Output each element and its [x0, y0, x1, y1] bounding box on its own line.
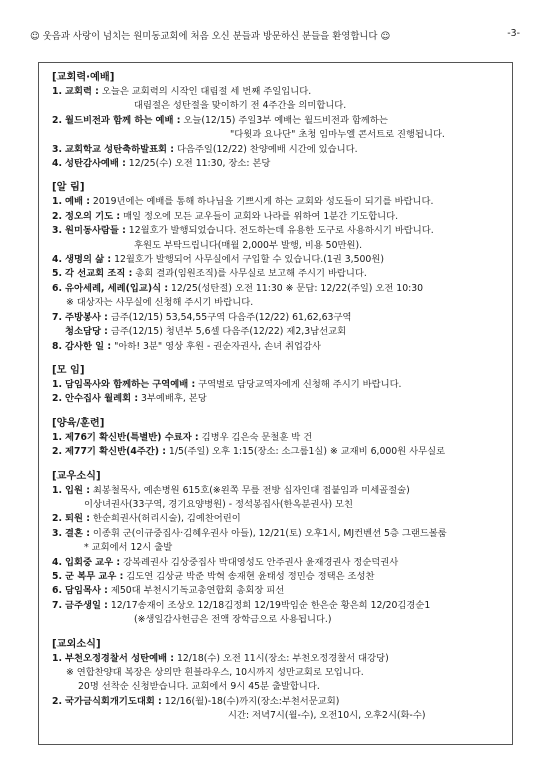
- list-item: [52, 613, 508, 627]
- list-item: [52, 680, 508, 694]
- item-number: 2.: [52, 210, 63, 222]
- item-label: 교회학교 성탄축하발표회 :: [65, 143, 174, 155]
- item-number: 1.: [52, 431, 63, 443]
- item-text: 12/17송재이 조상오 12/18김정희 12/19박임순 한은순 황은희 12/20김경순1: [107, 599, 431, 611]
- section: [52, 180, 508, 353]
- list-item: [52, 527, 508, 541]
- list-item: [52, 253, 508, 267]
- section-title: [교외소식]: [52, 638, 101, 650]
- item-label: 월드비전과 함께 하는 예배 :: [65, 114, 181, 126]
- item-text: 다음주일(12/22) 찬양예배 시간에 있습니다.: [173, 143, 358, 155]
- item-label: 정오의 기도 :: [65, 210, 121, 222]
- item-text: "다윗과 요나단" 초청 임마누엘 콘서트로 진행됩니다.: [230, 129, 445, 141]
- item-label: 청소담당 :: [65, 326, 108, 338]
- item-text: 1/5(주일) 오후 1:15(장소: 소그룹1실) ※ 교재비 6,000원 사무실로: [165, 446, 446, 458]
- item-label: 주방봉사 :: [65, 311, 108, 323]
- section: [52, 637, 508, 724]
- item-text: 제50대 부천시기독교총연합회 총회장 피선: [107, 585, 285, 597]
- announcements: [52, 70, 508, 724]
- item-number: 7.: [52, 599, 63, 611]
- list-item: [52, 224, 508, 238]
- list-item: [52, 556, 508, 570]
- item-label: 감사한 일 :: [65, 340, 112, 352]
- item-number: 2.: [52, 513, 63, 525]
- item-label: 성탄감사예배 :: [65, 158, 126, 170]
- item-number: 5.: [52, 268, 63, 280]
- item-text: "아하! 3분" 영상 후원 - 권순자권사, 손녀 취업감사: [111, 340, 321, 352]
- item-number: 5.: [52, 570, 63, 582]
- list-item: [52, 114, 508, 128]
- item-number: 1.: [52, 484, 63, 496]
- item-label: 금주생일 :: [65, 599, 108, 611]
- item-number: 8.: [52, 340, 63, 352]
- list-item: [52, 445, 508, 459]
- item-number: 6.: [52, 282, 63, 294]
- list-item: [52, 210, 508, 224]
- item-number: 1.: [52, 196, 63, 208]
- item-text: 강복례권사 김상중집사 박대영성도 안주권사 윤재경권사 정순덕권사: [120, 556, 399, 568]
- item-text: 한순희권사(허리시술), 김예찬어린이: [89, 513, 241, 525]
- item-number: 1.: [52, 86, 63, 97]
- item-number: 2.: [52, 695, 63, 707]
- list-item: [52, 239, 508, 253]
- list-item: [52, 195, 508, 209]
- item-label: 제77기 확신반(4주간) :: [65, 446, 166, 458]
- item-number: 1.: [52, 652, 63, 664]
- item-text: 구역별로 담당교역자에게 신청해 주시기 바랍니다.: [195, 378, 402, 390]
- item-text: 김도연 김상균 박준 박혁 송재현 윤태성 정민승 정택은 조성찬: [123, 570, 375, 582]
- section-gap: [52, 407, 508, 416]
- list-item: [52, 652, 508, 666]
- list-item: [52, 99, 508, 113]
- section-title: [모 임]: [52, 364, 85, 376]
- list-item: [52, 392, 508, 406]
- item-number: 3.: [52, 527, 63, 539]
- item-text: 김병우 김은숙 문철훈 박 건: [198, 431, 313, 443]
- list-item: [52, 157, 508, 171]
- list-item: [52, 340, 508, 354]
- list-item: [52, 143, 508, 157]
- item-text: 오늘(12/15) 주일3부 예배는 월드비전과 함께하는: [180, 114, 388, 126]
- page-number: -3-: [507, 28, 520, 39]
- item-label: 생명의 삶 :: [65, 254, 112, 266]
- item-number: 3.: [52, 225, 63, 237]
- list-item: [52, 541, 508, 555]
- list-item: [52, 282, 508, 296]
- item-number: 3.: [52, 143, 63, 155]
- item-label: 각 선교회 조직 :: [65, 268, 133, 280]
- item-text: * 교회에서 12시 출발: [84, 542, 173, 554]
- list-item: [52, 599, 508, 613]
- item-number: 2.: [52, 393, 63, 405]
- item-number: 1.: [52, 378, 63, 390]
- item-number: 7.: [52, 311, 63, 323]
- list-item: [52, 498, 508, 512]
- item-text: 총회 결과(임원조직)를 사무실로 보고해 주시기 바랍니다.: [132, 268, 367, 280]
- section-gap: [52, 171, 508, 180]
- list-item: [52, 128, 508, 142]
- item-number: 2.: [52, 114, 63, 126]
- item-label: 결혼 :: [65, 527, 90, 539]
- item-text: 대림절은 성탄절을 맞이하기 전 4주간을 의미합니다.: [134, 100, 347, 112]
- item-text: ※ 연합찬양대 복장은 상의만 흰블라우스, 10시까지 성만교회로 모입니다.: [66, 667, 364, 678]
- item-label: 예배 :: [65, 196, 90, 208]
- list-item: [52, 431, 508, 445]
- section: [52, 416, 508, 460]
- item-text: 이종휘 군(이규중집사·김혜우권사 아들), 12/21(토) 오후1시, MJ컨벤션 5층 그랜드볼룸: [89, 527, 447, 539]
- item-text: 12/25(수) 오전 11:30, 장소: 본당: [125, 158, 271, 170]
- item-label: 군 복무 교우 :: [65, 570, 124, 582]
- item-label: 국가금식회개기도대회 :: [65, 695, 162, 707]
- item-label: 원미동사람들 :: [65, 225, 126, 237]
- item-text: 12/16(월)-18(수)까지(장소:부천서문교회): [161, 695, 340, 707]
- list-item: [52, 311, 508, 325]
- section: [52, 363, 508, 407]
- item-number: 2.: [52, 446, 63, 458]
- section-gap: [52, 354, 508, 363]
- section-gap: [52, 460, 508, 469]
- list-item: [52, 709, 508, 723]
- item-text: ※ 대상자는 사무실에 신청해 주시기 바랍니다.: [66, 297, 254, 309]
- list-item: [52, 85, 508, 99]
- item-text: 오늘은 교회력의 시작인 대림절 세 번째 주일입니다.: [98, 86, 312, 97]
- item-number: 4.: [52, 158, 63, 170]
- item-text: 최봉철목사, 예손병원 615호(※왼쪽 무릎 전방 십자인대 접붙임과 미세골절술): [89, 484, 410, 496]
- list-item: [52, 695, 508, 709]
- section-title: [양육/훈련]: [52, 417, 105, 429]
- section-gap: [52, 628, 508, 637]
- item-text: 매일 정오에 모든 교우들이 교회와 나라를 위하여 1분간 기도합니다.: [120, 210, 399, 222]
- list-item: [52, 267, 508, 281]
- item-text: 2019년에는 예배를 통해 하나님을 기쁘시게 하는 교회와 성도들이 되기를 바랍니다.: [89, 196, 434, 208]
- item-number: 6.: [52, 585, 63, 597]
- list-item: [52, 296, 508, 310]
- item-label: 담임목사와 함께하는 구역예배 :: [65, 378, 196, 390]
- item-label: 부천오정경찰서 성탄예배 :: [65, 652, 174, 664]
- item-text: 금주(12/15) 53,54,55구역 다음주(12/22) 61,62,63구역: [107, 311, 352, 323]
- item-label: 교회력 :: [65, 86, 99, 97]
- list-item: [52, 584, 508, 598]
- item-text: 12월호가 발행되어 사무실에서 구입할 수 있습니다.(1권 3,500원): [111, 254, 384, 266]
- list-item: [52, 378, 508, 392]
- item-text: 후원도 부탁드립니다(매월 2,000부 발행, 비용 50만원).: [134, 239, 363, 251]
- item-text: 3부예배후, 본당: [138, 393, 207, 405]
- item-text: 20명 선착순 신청받습니다. 교회에서 9시 45분 출발합니다.: [78, 681, 320, 693]
- item-text: 12월호가 발행되었습니다. 전도하는데 유용한 도구로 사용하시기 바랍니다.: [125, 225, 434, 237]
- item-label: 안수집사 월례회 :: [65, 393, 139, 405]
- item-label: 제76기 확신반(특별반) 수료자 :: [65, 431, 199, 443]
- item-text: 이상녀권사(33구역, 경기요양병원) - 정석봉집사(한옥분권사) 모친: [84, 498, 353, 510]
- section-title: [교회력·예배]: [52, 72, 115, 83]
- item-text: 12/25(성탄절) 오전 11:30 ※ 문답: 12/22(주일) 오전 10:30: [168, 282, 424, 294]
- item-text: 금주(12/15) 청년부 5,6셀 다음주(12/22) 제2,3남선교회: [107, 326, 347, 338]
- item-text: (※생일감사헌금은 전액 장학금으로 사용됩니다.): [134, 614, 332, 626]
- list-item: [52, 666, 508, 680]
- page-header: [30, 28, 520, 44]
- section: [52, 70, 508, 171]
- page-title: ☺ 웃음과 사랑이 넘치는 원미동교회에 처음 오신 분들과 방문하신 분들을 환영합니다 ☺: [30, 31, 391, 42]
- item-label: 유아세례, 세례(입교)식 :: [65, 282, 169, 294]
- item-label: 입원 :: [65, 484, 90, 496]
- item-label: 입회중 교우 :: [65, 556, 121, 568]
- item-label: 퇴원 :: [65, 513, 90, 525]
- item-text: 시간: 저녁7시(월-수), 오전10시, 오후2시(화-수): [228, 710, 426, 722]
- section: [52, 469, 508, 628]
- list-item: [52, 484, 508, 498]
- section-title: [교우소식]: [52, 470, 101, 482]
- item-label: 담임목사 :: [65, 585, 108, 597]
- list-item: [52, 512, 508, 526]
- list-item: [52, 570, 508, 584]
- item-text: 12/18(수) 오전 11시(장소: 부천오정경찰서 대강당): [173, 652, 389, 664]
- list-item: [52, 325, 508, 339]
- item-number: 4.: [52, 556, 63, 568]
- item-number: 4.: [52, 254, 63, 266]
- section-title: [알 림]: [52, 182, 85, 194]
